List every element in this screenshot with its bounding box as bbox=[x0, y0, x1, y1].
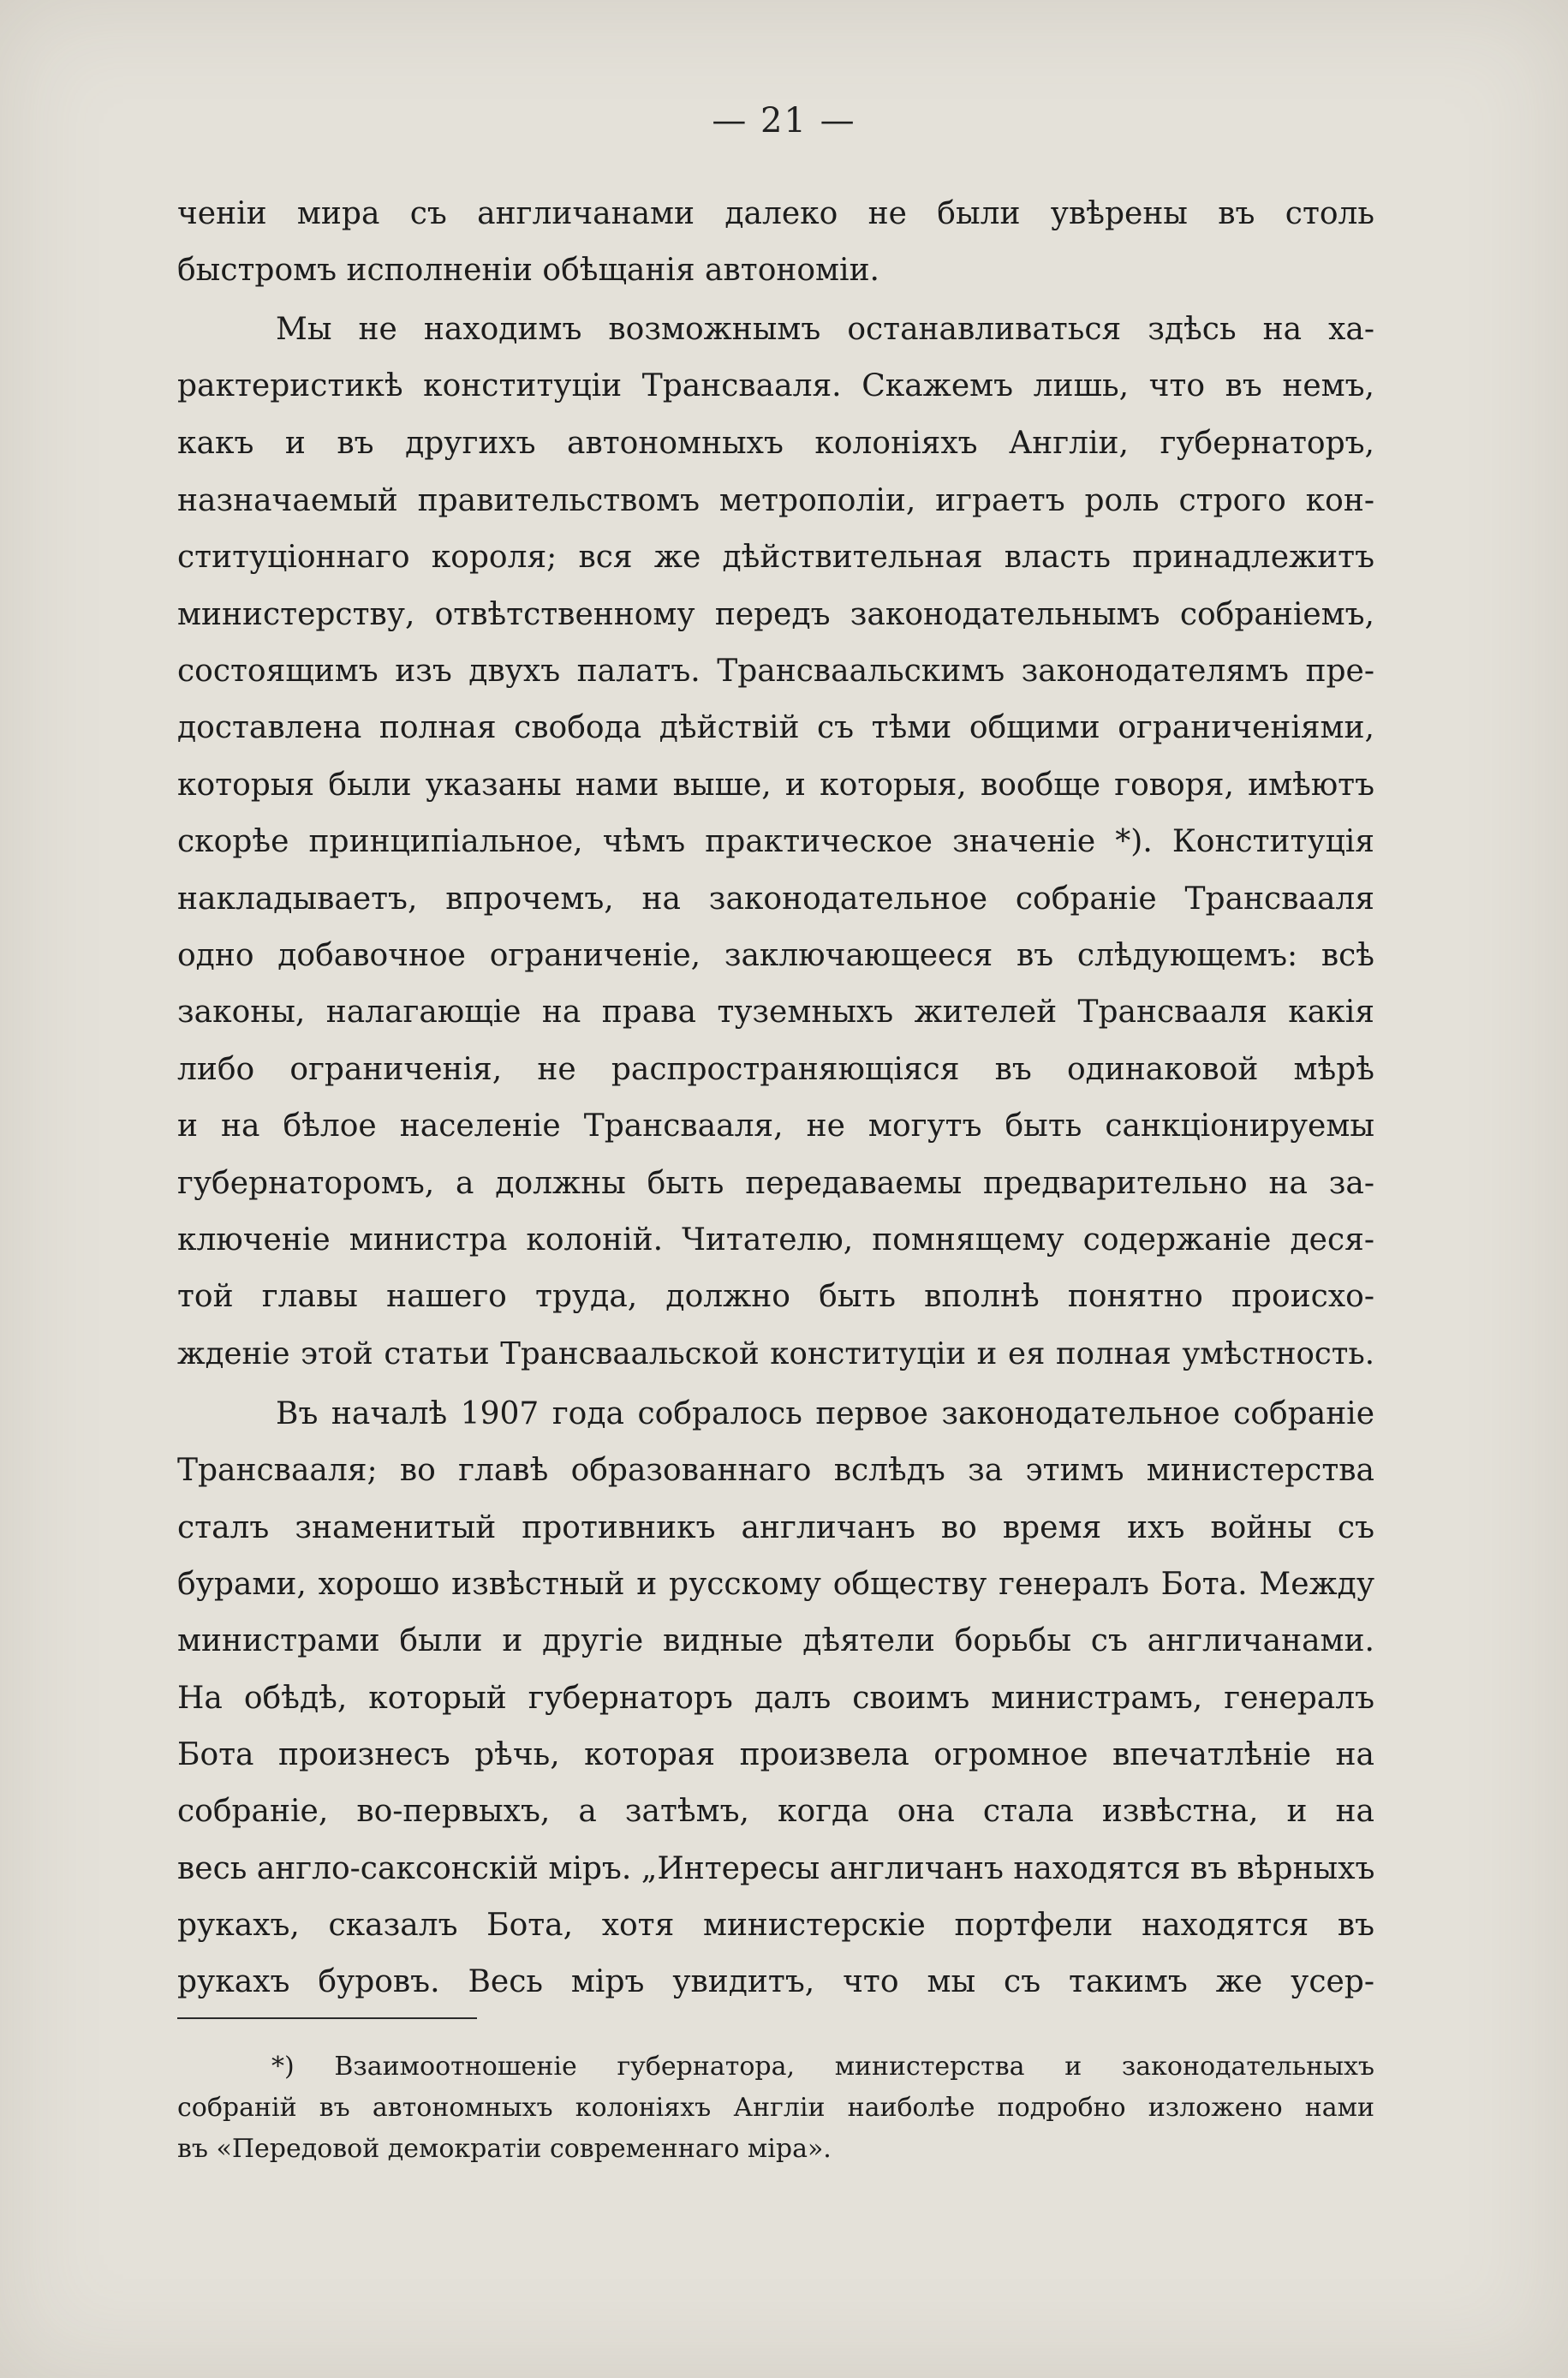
page-number: — 21 — bbox=[712, 101, 856, 140]
body-line: ституціоннаго короля; вся же дѣйствительная власть принадлежитъ bbox=[177, 540, 1374, 575]
body-line: скорѣе принципіальное, чѣмъ практическое значеніе *). Конституція bbox=[177, 824, 1374, 859]
body-line: какъ и въ другихъ автономныхъ колоніяхъ Англіи, губернаторъ, bbox=[177, 426, 1374, 461]
body-line: собраніе, во-первыхъ, а затѣмъ, когда она стала извѣстна, и на bbox=[177, 1794, 1374, 1829]
body-line: жденіе этой статьи Трансваальской конституціи и ея полная умѣстность. bbox=[177, 1336, 1374, 1371]
body-line: весь англо-саксонскій міръ. „Интересы англичанъ находятся въ вѣрныхъ bbox=[177, 1851, 1374, 1886]
body-line: состоящимъ изъ двухъ палатъ. Трансваальскимъ законодателямъ пре- bbox=[177, 654, 1374, 689]
body-line: либо ограниченія, не распространяющіяся въ одинаковой мѣрѣ bbox=[177, 1052, 1374, 1087]
body-line: которыя были указаны нами выше, и которыя, вообще говоря, имѣютъ bbox=[177, 768, 1374, 803]
footnote-line: въ «Передовой демократіи современнаго міра». bbox=[177, 2134, 832, 2164]
body-line: министрами были и другіе видные дѣятели борьбы съ англичанами. bbox=[177, 1623, 1374, 1658]
body-line: и на бѣлое населеніе Трансвааля, не могутъ быть санкціонируемы bbox=[177, 1108, 1374, 1144]
footnote-divider bbox=[177, 2017, 477, 2019]
body-line: Трансвааля; во главѣ образованнаго вслѣдъ за этимъ министерства bbox=[177, 1453, 1374, 1488]
body-line: рукахъ буровъ. Весь міръ увидитъ, что мы съ такимъ же усер- bbox=[177, 1964, 1374, 1999]
body-line: назначаемый правительствомъ метрополіи, играетъ роль строго кон- bbox=[177, 483, 1374, 518]
body-line: законы, налагающіе на права туземныхъ жителей Трансвааля какія bbox=[177, 995, 1374, 1030]
footnote-line: собраній въ автономныхъ колоніяхъ Англіи наиболѣе подробно изложено нами bbox=[177, 2093, 1374, 2123]
body-line: ключеніе министра колоній. Читателю, помнящему содержаніе деся- bbox=[177, 1222, 1374, 1258]
body-line: Въ началѣ 1907 года собралось первое законодательное собраніе bbox=[276, 1396, 1374, 1431]
body-line: рактеристикѣ конституціи Трансвааля. Скажемъ лишь, что въ немъ, bbox=[177, 368, 1374, 403]
body-line: бурами, хорошо извѣстный и русскому обществу генералъ Бота. Между bbox=[177, 1567, 1374, 1602]
body-line: рукахъ, сказалъ Бота, хотя министерскіе портфели находятся въ bbox=[177, 1908, 1374, 1943]
body-line: Мы не находимъ возможнымъ останавливаться здѣсь на ха- bbox=[276, 312, 1374, 347]
body-line: быстромъ исполненіи обѣщанія автономіи. bbox=[177, 253, 880, 288]
body-line: накладываетъ, впрочемъ, на законодательное собраніе Трансвааля bbox=[177, 881, 1374, 917]
body-line: доставлена полная свобода дѣйствій съ тѣми общими ограниченіями, bbox=[177, 710, 1374, 745]
body-line: одно добавочное ограниченіе, заключающееся въ слѣдующемъ: всѣ bbox=[177, 938, 1374, 973]
body-line: сталъ знаменитый противникъ англичанъ во время ихъ войны съ bbox=[177, 1510, 1374, 1545]
body-line: Бота произнесъ рѣчь, которая произвела огромное впечатлѣніе на bbox=[177, 1737, 1374, 1772]
body-line: ченіи мира съ англичанами далеко не были увѣрены въ столь bbox=[177, 196, 1374, 231]
footnote-line: *) Взаимоотношеніе губернатора, министерства и законодательныхъ bbox=[271, 2052, 1374, 2082]
body-line: той главы нашего труда, должно быть вполнѣ понятно происхо- bbox=[177, 1279, 1374, 1314]
body-line: министерству, отвѣтственному передъ законодательнымъ собраніемъ, bbox=[177, 597, 1374, 632]
body-line: губернаторомъ, а должны быть передаваемы предварительно на за- bbox=[177, 1166, 1374, 1201]
body-line: На обѣдѣ, который губернаторъ далъ своимъ министрамъ, генералъ bbox=[177, 1681, 1374, 1716]
